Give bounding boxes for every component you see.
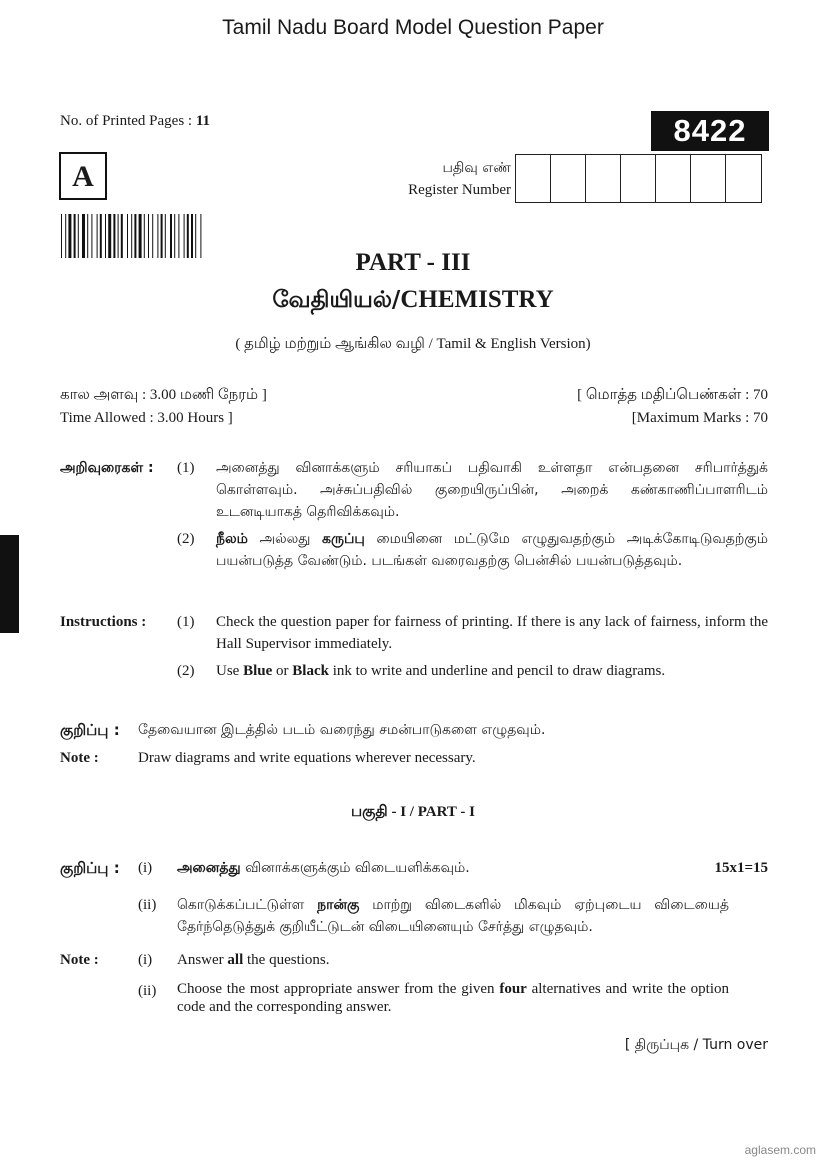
part-one-en-num-1: (i) [138, 952, 153, 968]
note-en-label: Note : [60, 750, 99, 766]
subject-title-en: CHEMISTRY [400, 286, 554, 313]
instructions-en-num-2: (2) [177, 663, 195, 679]
note-ta-label: குறிப்பு : [60, 721, 120, 739]
part-one-ta-num-1: (i) [138, 860, 153, 876]
watermark: aglasem.com [744, 1143, 816, 1157]
part-one-ta-num-2: (ii) [138, 897, 157, 913]
part-one-en-text-2-rest: alternatives and write the option code and the corresponding answer. [177, 981, 729, 1015]
all-word: all [227, 952, 244, 968]
or-word: or [272, 663, 293, 679]
instructions-ta-num-1: (1) [177, 460, 195, 476]
register-cell [621, 155, 656, 202]
register-label-ta: பதிவு எண் [442, 160, 511, 176]
or-word-ta: அல்லது [247, 531, 323, 547]
paper-code: 8422 [651, 111, 769, 151]
blue-word: Blue [243, 663, 273, 679]
register-cell [656, 155, 691, 202]
register-cell [586, 155, 621, 202]
register-cell [516, 155, 551, 202]
instructions-ta-text-2-rest: மையினை மட்டுமே எழுதுவதற்கும் அடிக்கோடிடுவதற்கும் பயன்படுத்த வேண்டும். படங்கள் வரைவதற்கு பென்சில் பயன்படுத்தவும். [216, 531, 768, 569]
black-word: Black [292, 663, 329, 679]
part-one-en-text-1-rest: the questions. [243, 952, 330, 968]
instructions-en-text-2 [216, 660, 768, 682]
part-one-en-num-2: (ii) [138, 983, 157, 999]
subject-title-ta: வேதியியல்/ [272, 287, 401, 313]
part-one-en-text-1-pre: Answer [177, 952, 228, 968]
register-cell [691, 155, 726, 202]
note-ta-text: தேவையான இடத்தில் படம் வரைந்து சமன்பாடுகளை எழுதவும். [138, 722, 546, 738]
part-one-ta-text-1 [177, 857, 470, 879]
use-word: Use [216, 663, 244, 679]
part-one-ta-text-2 [177, 894, 729, 938]
instructions-en-text-2-rest: ink to write and underline and pencil to draw diagrams. [328, 663, 666, 679]
site-title: Tamil Nadu Board Model Question Paper [222, 16, 604, 39]
part-one-en-text-2-pre: Choose the most appropriate answer from the given [177, 981, 500, 997]
part-one-ta-text-2-rest: மாற்று விடைகளில் மிகவும் ஏற்புடைய விடையைத் தேர்ந்தெடுத்துக் குறியீட்டுடன் விடையினையும் சேர்த்து எழுதவும். [177, 897, 729, 935]
part-one-ta-text-2-pre: கொடுக்கப்பட்டுள்ள [177, 897, 318, 913]
register-label-en: Register Number [408, 182, 511, 198]
instructions-en-text-1: Check the question paper for fairness of printing. If there is any lack of fairness, inform the Hall Supervisor immediately. [216, 614, 768, 652]
subject-title [0, 286, 826, 316]
instructions-ta-text-2 [216, 528, 768, 572]
part-one-ta-text-1-rest: வினாக்களுக்கும் விடையளிக்கவும். [240, 860, 470, 876]
blue-word-ta: நீலம் [216, 531, 248, 547]
part-one-note-ta-label: குறிப்பு : [60, 859, 120, 877]
instructions-ta-text-1: அனைத்து வினாக்களும் சரியாகப் பதிவாகி உள்ளதா என்பதனை சரிபார்த்துக் கொள்ளவும். அச்சுப்பதிவில் குறையிருப்பின், அறைக் கண்காணிப்பாளரிடம் உடனடியாகத் தெரிவிக்கவும். [216, 460, 768, 520]
max-marks-en: [Maximum Marks : 70 [631, 410, 768, 426]
printed-pages [60, 113, 210, 130]
printed-pages-value: 11 [195, 113, 211, 129]
max-marks-ta: [ மொத்த மதிப்பெண்கள் : 70 [577, 387, 768, 403]
instructions-ta-label: அறிவுரைகள் : [60, 460, 154, 476]
part-one-en-text-2 [177, 980, 729, 1016]
turn-over [625, 1034, 768, 1056]
time-allowed-ta: கால அளவு : 3.00 மணி நேரம் ] [60, 387, 267, 403]
note-en-text: Draw diagrams and write equations wherever necessary. [138, 750, 476, 766]
instructions-en-label: Instructions : [60, 614, 147, 630]
printed-pages-label: No. of Printed Pages : [60, 113, 193, 129]
black-word-ta: கருப்பு [322, 531, 365, 547]
side-margin-mark [0, 535, 19, 633]
register-cell [551, 155, 586, 202]
version-line: ( தமிழ் மற்றும் ஆங்கில வழி / Tamil & English Version) [235, 336, 591, 352]
part-one-marks: 15x1=15 [714, 860, 768, 876]
register-cell [726, 155, 761, 202]
instructions-en-num-1: (1) [177, 614, 195, 630]
series-box: A [59, 152, 107, 200]
part-heading: PART - III [355, 249, 471, 276]
turn-over-text: [ திருப்புக / Turn over [624, 1037, 768, 1053]
part-one-heading: பகுதி - I / PART - I [351, 804, 475, 820]
four-word: four [499, 981, 527, 997]
time-allowed-en: Time Allowed : 3.00 Hours ] [60, 410, 233, 426]
register-labels [380, 157, 511, 201]
part-one-en-text-1 [177, 949, 330, 971]
all-word-ta: அனைத்து [177, 860, 241, 876]
four-word-ta: நான்கு [317, 897, 360, 913]
instructions-ta-num-2: (2) [177, 531, 195, 547]
part-one-note-en-label: Note : [60, 952, 99, 968]
register-number-grid [515, 154, 762, 203]
